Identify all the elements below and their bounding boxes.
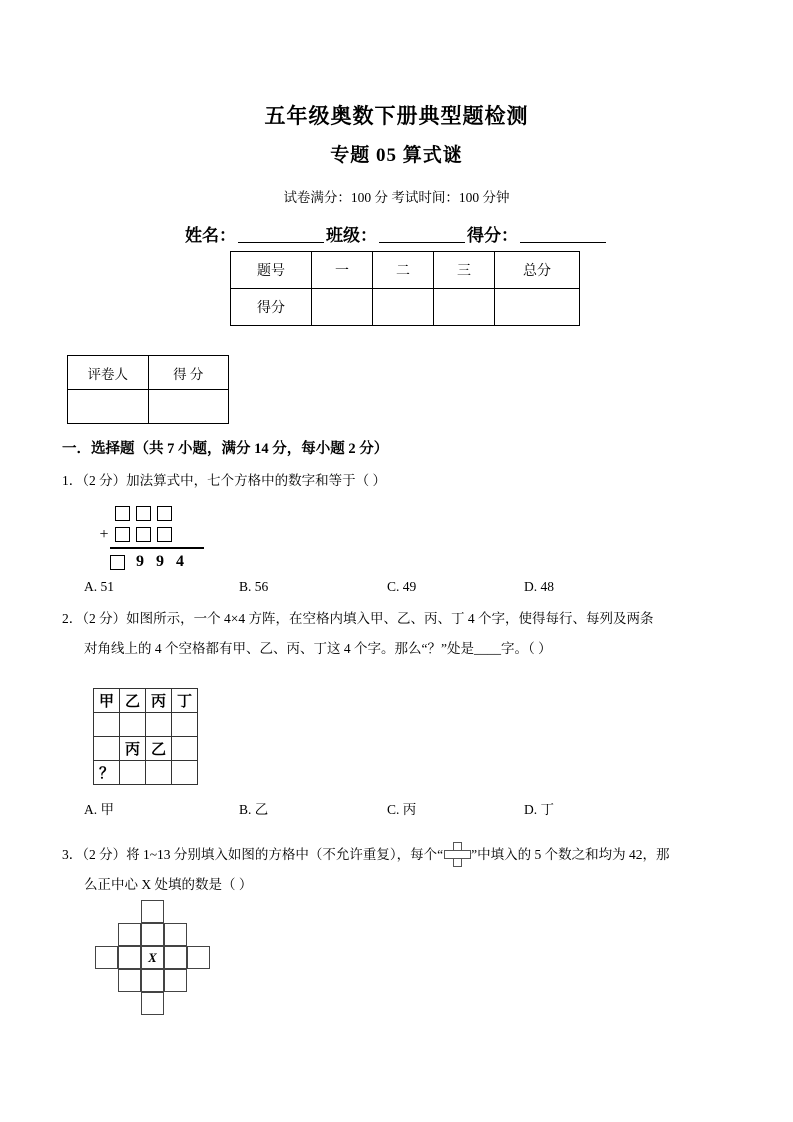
page-subtitle: 专题 05 算式谜: [330, 145, 463, 166]
question-3-line-1a: 3．（2 分）将 1~13 分别填入如图的方格中（不允许重复），每个“: [62, 847, 444, 862]
grid-cell-r4c2: [120, 761, 146, 785]
option-b[interactable]: [239, 798, 387, 818]
empty-box: [136, 527, 151, 542]
score-cell-total[interactable]: [495, 289, 580, 326]
plus-icon: +: [99, 525, 109, 543]
option-d[interactable]: [524, 579, 624, 595]
grid-cell-r1c1: 甲: [94, 689, 120, 713]
diamond-cell-r4c2: [118, 969, 141, 992]
question-2-figure-grid: [93, 688, 198, 785]
option-c-value: 丙: [402, 802, 417, 817]
score-cell-3[interactable]: [434, 289, 495, 326]
empty-box: [157, 527, 172, 542]
score-cell-1[interactable]: [312, 289, 373, 326]
class-label: 班级：: [326, 226, 377, 245]
diamond-cell-r2c2: [118, 923, 141, 946]
sum-digit-3: 4: [176, 553, 184, 570]
option-a-key: A.: [84, 579, 98, 594]
question-1-text: 1．（2 分）加法算式中，七个方格中的数字和等于（ ）: [62, 473, 386, 488]
option-a-value: 51: [100, 579, 114, 594]
question-3-figure-diamond: [95, 900, 210, 1016]
diamond-cell-r3c2: [118, 946, 141, 969]
grader-cell-name[interactable]: [68, 390, 149, 424]
question-2-text: [62, 604, 752, 664]
score-row-label: 得分: [231, 289, 312, 326]
addend-row-1: [96, 503, 204, 524]
option-d-value: 48: [540, 579, 554, 594]
question-2-line-1: 2．（2 分）如图所示，一个 4×4 方阵，在空格内填入甲、乙、丙、丁 4 个字，使得每行、每列及两条: [62, 611, 654, 626]
empty-box: [157, 506, 172, 521]
option-a[interactable]: [84, 579, 239, 595]
grid-cell-r3c3: 乙: [146, 737, 172, 761]
grid-cell-r4c1: ？: [94, 761, 120, 785]
option-d-key: D.: [524, 802, 538, 817]
grid-cell-r1c4: 丁: [172, 689, 198, 713]
grader-header-score: 得 分: [148, 356, 229, 390]
table-row: [68, 390, 229, 424]
grid-cell-r2c3: [146, 713, 172, 737]
name-blank[interactable]: [238, 242, 324, 243]
grid-cell-r1c3: 丙: [146, 689, 172, 713]
grader-cell-score[interactable]: [148, 390, 229, 424]
score-table-header-1: 一: [312, 252, 373, 289]
grid-cell-r4c4: [172, 761, 198, 785]
grid-cell-r1c2: 乙: [120, 689, 146, 713]
sum-row: [110, 551, 204, 573]
option-b-key: B.: [239, 579, 252, 594]
page-title: 五年级奥数下册典型题检测: [264, 104, 529, 128]
name-label: 姓名：: [185, 226, 236, 245]
diamond-cell-r3c5: [187, 946, 210, 969]
score-summary-table: [230, 251, 580, 326]
option-a[interactable]: [84, 798, 239, 818]
option-a-key: A.: [84, 802, 98, 817]
question-3-text: [62, 840, 762, 900]
option-a-value: 甲: [100, 802, 114, 817]
score-table-header-0: 题号: [231, 252, 312, 289]
score-cell-2[interactable]: [373, 289, 434, 326]
diamond-cell-r3c1: [95, 946, 118, 969]
score-table-header-4: 总分: [495, 252, 580, 289]
score-table-header-3: 三: [434, 252, 495, 289]
option-c-key: C.: [387, 579, 400, 594]
section-heading-choice: 一．选择题（共 7 小题，满分 14 分，每小题 2 分）: [62, 441, 389, 457]
class-blank[interactable]: [379, 242, 465, 243]
diamond-cell-r3c4: [164, 946, 187, 969]
option-c-key: C.: [387, 802, 400, 817]
diamond-cell-r4c4: [164, 969, 187, 992]
exam-meta-info: 试卷满分：100 分 考试时间：100 分钟: [283, 190, 510, 205]
grid-cell-r2c4: [172, 713, 198, 737]
diamond-cell-r2c4: [164, 923, 187, 946]
question-2-options: [84, 798, 704, 818]
table-row: [231, 252, 580, 289]
score-label: 得分：: [467, 226, 518, 245]
sum-divider-line: [110, 547, 204, 549]
option-d-key: D.: [524, 579, 538, 594]
student-id-line: [0, 221, 793, 246]
diamond-cell-r1c3: [141, 900, 164, 923]
table-row: [94, 713, 198, 737]
table-row: [94, 737, 198, 761]
empty-box: [115, 527, 130, 542]
diamond-cell-r2c3: [141, 923, 164, 946]
option-b-key: B.: [239, 802, 252, 817]
grid-cell-r2c2: [120, 713, 146, 737]
empty-box: [110, 555, 125, 570]
question-1-figure-addition-puzzle: [96, 503, 204, 573]
grid-cell-r2c1: [94, 713, 120, 737]
sum-digit-2: 9: [156, 553, 164, 570]
empty-box: [136, 506, 151, 521]
option-b-value: 56: [254, 579, 269, 594]
question-3-line-1b: ”中填入的 5 个数之和均为 42，那: [471, 847, 670, 862]
question-3-line-2: 么正中心 X 处填的数是（ ）: [84, 877, 253, 892]
sum-digit-1: 9: [136, 553, 144, 570]
diamond-cell-r5c3: [141, 992, 164, 1015]
grid-cell-r3c1: [94, 737, 120, 761]
addend-row-2: [96, 524, 204, 545]
option-c[interactable]: [387, 579, 524, 595]
grader-table: [67, 355, 229, 424]
grid-cell-r4c3: [146, 761, 172, 785]
option-d[interactable]: [524, 798, 624, 818]
score-blank[interactable]: [520, 242, 606, 243]
empty-box: [115, 506, 130, 521]
table-row: [94, 761, 198, 785]
grid-cell-r3c2: 丙: [120, 737, 146, 761]
table-row: [68, 356, 229, 390]
question-1-options: [84, 579, 704, 595]
score-table-header-2: 二: [373, 252, 434, 289]
grid-cell-r3c4: [172, 737, 198, 761]
question-2-line-2: 对角线上的 4 个空格都有甲、乙、丙、丁这 4 个字。那么“？”处是____字。（ ）: [84, 641, 552, 656]
option-c-value: 49: [402, 579, 417, 594]
table-row: [231, 289, 580, 326]
table-row: [94, 689, 198, 713]
option-d-value: 丁: [540, 802, 554, 817]
option-b[interactable]: [239, 579, 387, 595]
option-c[interactable]: [387, 798, 524, 818]
plus-pentomino-icon: [444, 846, 470, 861]
diamond-cell-center-x: X: [141, 946, 164, 969]
option-b-value: 乙: [254, 802, 269, 817]
grader-header-name: 评卷人: [68, 356, 149, 390]
diamond-cell-r4c3: [141, 969, 164, 992]
